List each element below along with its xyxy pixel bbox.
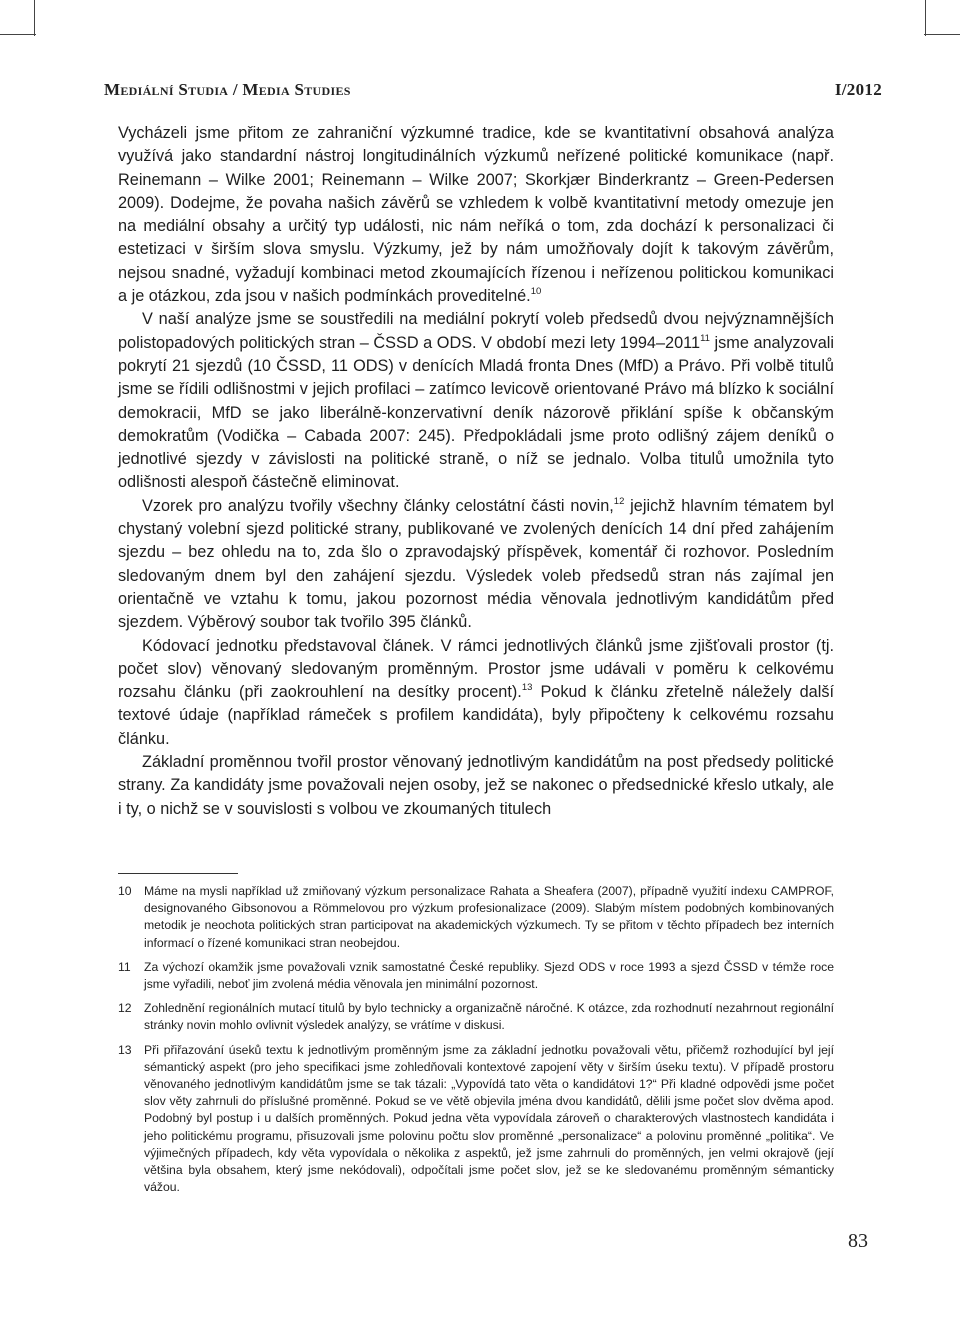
crop-mark xyxy=(925,0,926,36)
footnotes xyxy=(118,883,834,1203)
footnote-divider xyxy=(118,873,238,874)
footnote-ref-11[interactable]: 11 xyxy=(700,332,710,344)
footnote-text: Máme na mysli například už zmiňovaný výzkum personalizace Rahata a Sheafera (2007), případně využití indexu CAMPROF, designovaného Gibsonovou a Römmelovou pro výzkum profesionalizace (2009). Slabým místem podobných kombinovaných metodik je neochota politických stran participovat na akademických výzkumech. Ty se přitom v těchto případech bez interních informací o řízené komunikaci stran neobejdou. xyxy=(144,884,834,950)
paragraph-4: Kódovací jednotku představoval článek. V rámci jednotlivých článků jsme zjišťovali prostor (tj. počet slov) věnovaný sledovaným proměnným. Prostor jsme udávali v poměru k celkovému rozsahu článku (při zaokrouhlení na desítky procent).$^{13}$ Pokud k článku zřetelně náležely další textové údaje (například rámeček s profilem kandidáta), byly připočteny k celkovému rozsahu článku. xyxy=(118,636,835,748)
page-number: 83 xyxy=(848,1230,868,1252)
footnote-ref-10[interactable]: 10 xyxy=(530,286,542,298)
footnote-11 xyxy=(118,959,834,993)
footnote-number: 12 xyxy=(118,1001,132,1016)
footnote-text: Zohlednění regionálních mutací titulů by bylo technicky a organizačně náročné. K otázce, zda rozhodnutí nezahrnout regionální stránky novin mohlo ovlivnit výsledek analýzy, se vrátíme v diskusi. xyxy=(144,1001,834,1033)
paragraph-3: Vzorek pro analýzu tvořily všechny články celostátní části novin,$^{12}$ jejichž hlavním tématem byl chystaný volební sjezd politické strany, publikované ve zvolených denících 14 dní před zahájením sjezdu – bez ohledu na to, zda šlo o zpravodajský příspěvek, komentář či rozhovor. Posledním sledovaným dnem byl den zahájení sjezdu. Výsledek voleb předsedů stran nás zajímal jen orientačně ve vztahu k tomu, jakou pozornost média věnovala jednotlivým kandidátům před sjezdem. Výběrový soubor tak tvořilo 395 článků. xyxy=(118,495,835,632)
crop-mark xyxy=(0,34,36,35)
footnote-number: 10 xyxy=(118,884,132,898)
footnote-10 xyxy=(118,883,834,952)
running-header xyxy=(104,80,882,100)
journal-title: Mediální Studia / Media Studies xyxy=(104,80,351,99)
paragraph-1: Vycházeli jsme přitom ze zahraniční výzkumné tradice, kde se kvantitativní obsahová analýza využívá jako standardní nástroj longitudinálních výzkumů neřízené politické komunikace (např. Reinemann – Wilke 2001; Reinemann – Wilke 2007; Skorkjær Binderkrantz – Green-Pedersen 2009). Dodejme, že povaha našich závěrů se vzhledem k volbě kvantitativní metody omezuje jen na mediální obsahy a určitý typ události, nic nám neříká o tom, zda dochází k personalizaci či estetizaci v širším slova smyslu. Výzkumy, jež by nám umožňovaly dojít k takovým závěrům, nejsou snadné, vyžadují kombinaci metod zkoumajících řízenou i neřízenou politickou komunikaci a je otázkou, zda jsou v našich podmínkách proveditelné.$^{10}$ xyxy=(118,124,834,306)
footnote-ref-12[interactable]: 12 xyxy=(613,495,625,507)
issue-number: I/2012 xyxy=(834,80,882,99)
footnote-number: 11 xyxy=(118,959,131,974)
crop-mark xyxy=(924,34,960,35)
paragraph-2: V naší analýze jsme se soustředili na mediální pokrytí voleb předsedů dvou nejvýznamnějších polistopadových politických stran – ČSSD a ODS. V období mezi lety 1994–2011$^{11}$ jsme analyzovali pokrytí 21 sjezdů (10 ČSSD, 11 ODS) v denících Mladá fronta Dnes (MfD) a Právo. Při volbě titulů jsme se řídili odlišnostmi v jejich profilaci – zatímco levicově orientované Právo má blízko k sociální demokracii, MfD se jako liberálně-konzervativní deník názorově přiklání spíše k občanským demokratům (Vodička – Cabada 2007: 245). Předpokládali jsme proto odlišný zájem deníků o jednotlivé sjezdy v závislosti na politické straně, o níž se jednalo. Volba titulů umožnila tyto odlišnosti alespoň částečně eliminovat. xyxy=(118,310,834,492)
paragraph-5: Základní proměnnou tvořil prostor věnovaný jednotlivým kandidátům na post předsedy politické strany. Za kandidáty jsme považovali nejen osoby, jež se nakonec o předsednické křeslo utkaly, ale i ty, o nichž se v souvislosti s volbou ve zkoumaných titulech xyxy=(118,753,834,818)
footnote-text: Za výchozí okamžik jsme považovali vznik samostatné České republiky. Sjezd ODS v roce 1993 a sjezd ČSSD v témže roce jsme vyřadili, neboť jim zvolená média věnovala jen minimální pozornost. xyxy=(144,959,834,992)
footnote-ref-13[interactable]: 13 xyxy=(521,682,533,694)
body-text xyxy=(118,122,834,821)
footnote-number: 13 xyxy=(118,1042,132,1057)
footnote-12 xyxy=(118,1000,834,1034)
footnote-13 xyxy=(118,1042,834,1197)
crop-mark xyxy=(34,0,35,36)
footnote-text: Při přiřazování úseků textu k jednotlivým proměnným jsme za základní jednotku považovali větu, přičemž rozhodující byl její sémantický aspekt (pro jeho specifikaci jsme zohledňovali kontextové zapojení věty v širším úseku textu). V případě prostoru věnovaného jednotlivým kandidátům jsme se tak tázali: „Vypovídá tato věta o kandidátovi 1?“ Při kladné odpovědi jsme počet slov věty zahrnuli do příslušné proměnné. Pokud se ve větě objevila jména dvou kandidátů, dělili jsme počet slov dvěma apod. Podobný byl postup i u dalších proměnných. Pokud jedna věta vypovídala zároveň o charakterových vlastnostech kandidáta i jeho politickému programu, přisuzovali jsme polovinu počtu slov proměnné „personalizace“ a polovinu proměnné „politika“. Ve výjimečných případech, kdy věta vypovídala o několika z aspektů, jež jsme zahrnuli do proměnných, jen velmi okrajově (její většina byla obsahem, který jsme nekódovali), odpočítali jsme počet slov, jež se ke sledovanému proměnným sémanticky vážou. xyxy=(144,1042,834,1195)
